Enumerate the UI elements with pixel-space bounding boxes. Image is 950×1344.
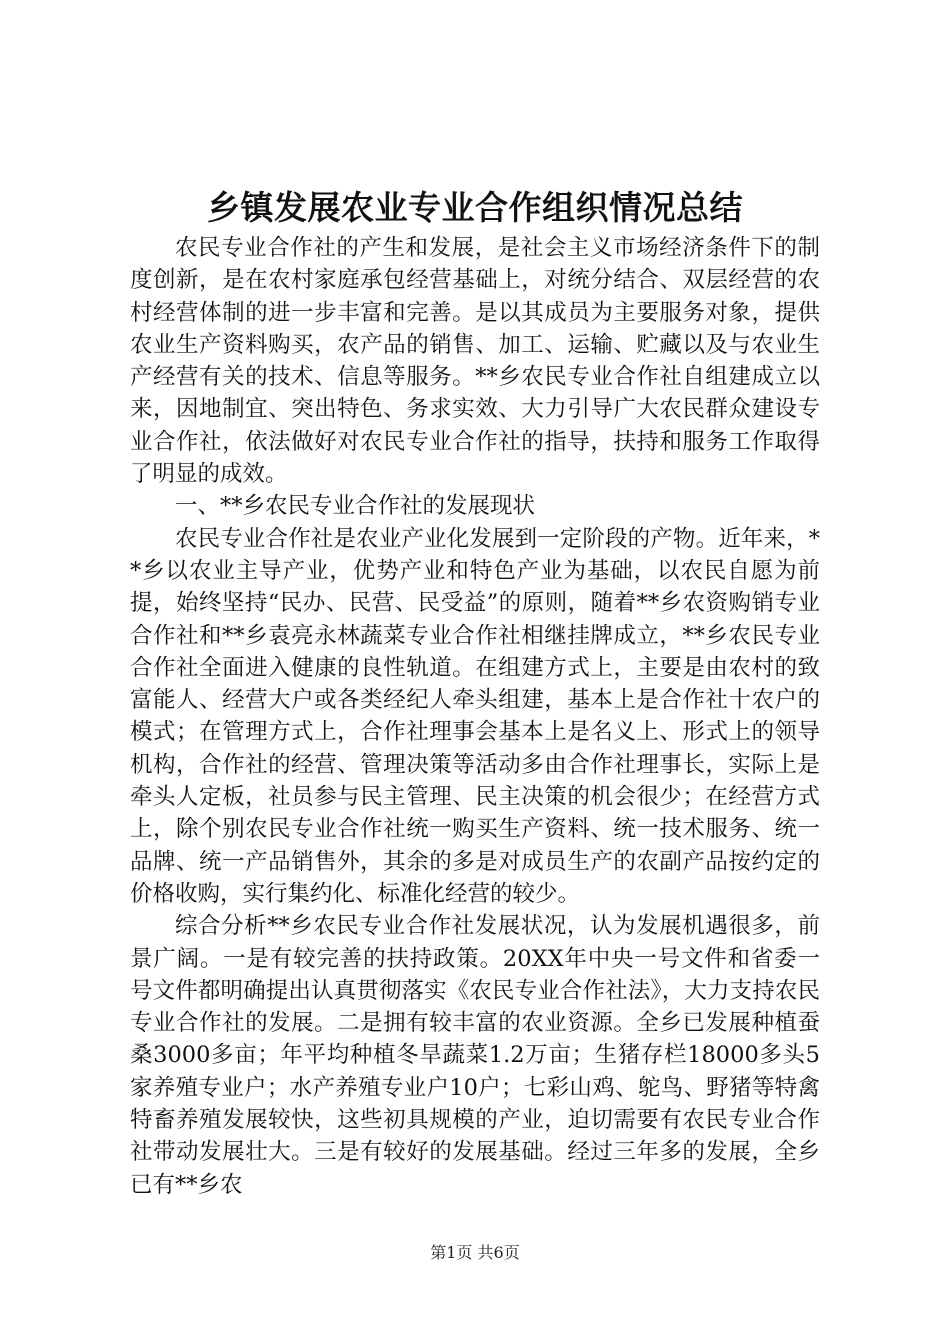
document-body — [130, 232, 820, 1201]
paragraph-analysis: 综合分析**乡农民专业合作社发展状况，认为发展机遇很多，前景广阔。一是有较完善的扶持政策。20XX年中央一号文件和省委一号文件都明确提出认真贯彻落实《农民专业合作社法》，大力支持农民专业合作社的发展。二是拥有较丰富的农业资源。全乡已发展种植蚕桑3000多亩；年平均种植冬旱蔬菜1.2万亩；生猪存栏18000多头5家养殖专业户；水产养殖专业户10户；七彩山鸡、鸵鸟、野猪等特禽特畜养殖发展较快，这些初具规模的产业，迫切需要有农民专业合作社带动发展壮大。三是有较好的发展基础。经过三年多的发展，全乡已有**乡农 — [130, 913, 820, 1198]
section-heading-1: 一、**乡农民专业合作社的发展现状 — [175, 493, 536, 520]
paragraph-current-status: 农民专业合作社是农业产业化发展到一定阶段的产物。近年来，**乡以农业主导产业，优势产业和特色产业为基础，以农民自愿为前提，始终坚持“民办、民营、民受益”的原则，随着**乡农资购销专业合作社和**乡袁亮永林蔬菜专业合作社相继挂牌成立，**乡农民专业合作社全面进入健康的良性轨道。在组建方式上，主要是由农村的致富能人、经营大户或各类经纪人牵头组建，基本上是合作社十农户的模式；在管理方式上，合作社理事会基本上是名义上、形式上的领导机构，合作社的经营、管理决策等活动多由合作社理事长，实际上是牵头人定板，社员参与民主管理、民主决策的机会很少；在经营方式上，除个别农民专业合作社统一购买生产资料、统一技术服务、统一品牌、统一产品销售外，其余的多是对成员生产的农副产品按约定的价格收购，实行集约化、标准化经营的较少。 — [130, 525, 820, 907]
document-title: 乡镇发展农业专业合作组织情况总结 — [207, 188, 743, 227]
page-number-footer: 第1页 共6页 — [430, 1243, 520, 1262]
paragraph-intro: 农民专业合作社的产生和发展，是社会主义市场经济条件下的制度创新，是在农村家庭承包经营基础上，对统分结合、双层经营的农村经营体制的进一步丰富和完善。是以其成员为主要服务对象，提供农业生产资料购买，农产品的销售、加工、运输、贮藏以及与农业生产经营有关的技术、信息等服务。**乡农民专业合作社自组建成立以来，因地制宜、突出特色、务求实效、大力引导广大农民群众建设专业合作社，依法做好对农民专业合作社的指导，扶持和服务工作取得了明显的成效。 — [130, 235, 820, 488]
